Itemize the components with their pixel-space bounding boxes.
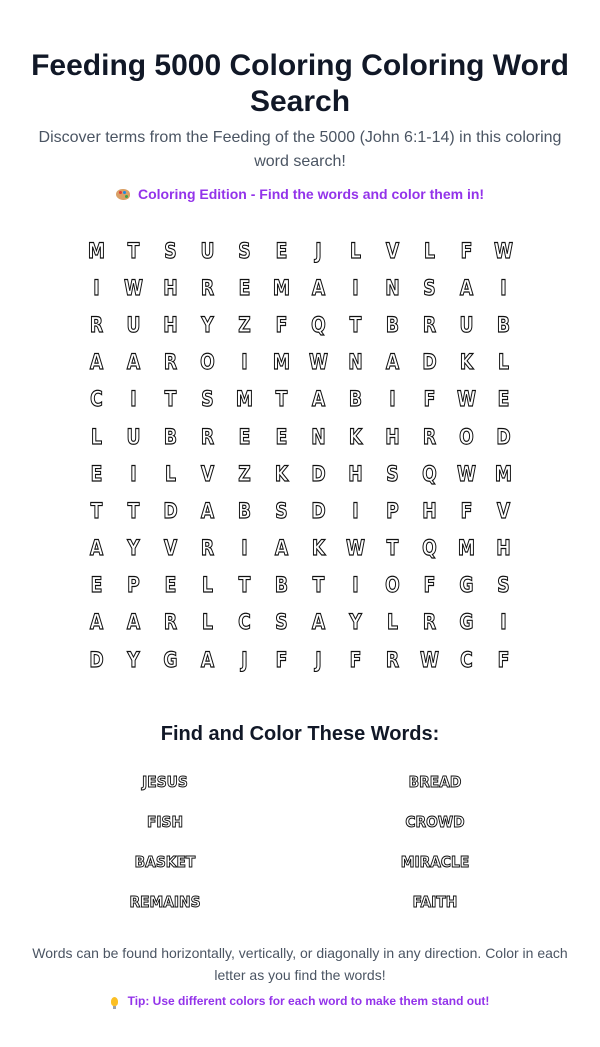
grid-cell[interactable]: M	[235, 387, 254, 412]
grid-cell[interactable]: E	[497, 387, 510, 412]
grid-cell[interactable]: D	[163, 498, 178, 523]
grid-cell[interactable]: M	[272, 275, 291, 300]
grid-cell[interactable]: Y	[127, 647, 140, 672]
grid-cell[interactable]: M	[272, 350, 291, 375]
grid-cell[interactable]: A	[89, 536, 104, 561]
grid-cell[interactable]: T	[127, 498, 140, 523]
word-list-item: REMAINS	[129, 893, 201, 912]
grid-cell[interactable]: E	[238, 424, 251, 449]
grid-cell[interactable]: Q	[311, 312, 326, 337]
grid-cell[interactable]: B	[237, 498, 252, 523]
grid-cell[interactable]: S	[275, 498, 288, 523]
grid-cell[interactable]: R	[163, 350, 178, 375]
grid-cell[interactable]: F	[460, 498, 473, 523]
grid-cell[interactable]: I	[241, 350, 248, 375]
word-list-item: BASKET	[134, 853, 196, 872]
grid-cell[interactable]: F	[423, 573, 436, 598]
grid-cell[interactable]: U	[200, 238, 215, 263]
grid-cell[interactable]: A	[200, 498, 215, 523]
edition-label: Coloring Edition - Find the words and color them in!	[137, 186, 485, 202]
grid-cell[interactable]: Y	[201, 312, 214, 337]
grid-cell[interactable]: N	[385, 275, 400, 300]
grid-cell[interactable]: B	[385, 312, 400, 337]
grid-cell[interactable]: J	[315, 238, 322, 263]
grid-cell[interactable]: I	[352, 573, 359, 598]
grid-cell[interactable]: O	[459, 424, 474, 449]
grid-cell[interactable]: G	[459, 610, 474, 635]
grid-cell[interactable]: C	[460, 647, 473, 672]
grid-cell[interactable]: W	[308, 350, 328, 375]
grid-cell[interactable]: E	[90, 461, 103, 486]
grid-cell[interactable]: L	[387, 610, 398, 635]
grid-cell[interactable]: M	[494, 461, 513, 486]
grid-cell[interactable]: S	[275, 610, 288, 635]
grid-cell[interactable]: R	[163, 610, 178, 635]
grid-cell[interactable]: B	[496, 312, 511, 337]
grid-cell[interactable]: L	[350, 238, 361, 263]
grid-cell[interactable]: I	[352, 498, 359, 523]
grid-cell[interactable]: R	[200, 536, 215, 561]
grid-cell[interactable]: S	[201, 387, 214, 412]
grid-cell[interactable]: F	[275, 312, 288, 337]
grid-cell[interactable]: W	[345, 536, 365, 561]
grid-cell[interactable]: I	[130, 461, 137, 486]
grid-cell[interactable]: V	[163, 536, 178, 561]
grid-cell[interactable]: I	[241, 536, 248, 561]
grid-cell[interactable]: R	[385, 647, 400, 672]
grid-cell[interactable]: P	[386, 498, 399, 523]
word-list-item: MIRACLE	[400, 853, 470, 872]
grid-cell[interactable]: R	[422, 610, 437, 635]
grid-cell[interactable]: W	[123, 275, 143, 300]
grid-cell[interactable]: H	[496, 536, 511, 561]
grid-cell[interactable]: S	[423, 275, 436, 300]
edition-banner	[0, 184, 600, 204]
grid-cell[interactable]: I	[352, 275, 359, 300]
word-list-item: FISH	[146, 813, 184, 832]
grid-cell[interactable]: E	[275, 424, 288, 449]
grid-cell[interactable]: R	[89, 312, 104, 337]
grid-cell[interactable]: R	[200, 275, 215, 300]
grid-cell[interactable]: T	[312, 573, 325, 598]
grid-cell[interactable]: S	[164, 238, 177, 263]
grid-cell[interactable]: D	[496, 424, 511, 449]
grid-cell[interactable]: U	[126, 312, 141, 337]
grid-cell[interactable]: P	[127, 573, 140, 598]
grid-cell[interactable]: A	[274, 536, 289, 561]
grid-cell[interactable]: D	[89, 647, 104, 672]
grid-cell[interactable]: E	[275, 238, 288, 263]
grid-cell[interactable]: T	[164, 387, 177, 412]
grid-cell[interactable]: M	[457, 536, 476, 561]
grid-cell[interactable]: R	[200, 424, 215, 449]
grid-cell[interactable]: F	[497, 647, 510, 672]
grid-cell[interactable]: A	[89, 610, 104, 635]
grid-cell[interactable]: A	[126, 610, 141, 635]
grid-cell[interactable]: Q	[422, 536, 437, 561]
grid-cell[interactable]: M	[87, 238, 106, 263]
grid-cell[interactable]: L	[498, 350, 509, 375]
grid-cell[interactable]: T	[127, 238, 140, 263]
grid-cell[interactable]: S	[386, 461, 399, 486]
grid-cell[interactable]: K	[459, 350, 474, 375]
page-title: Feeding 5000 Coloring Coloring Word Search	[31, 49, 569, 118]
grid-cell[interactable]: T	[275, 387, 288, 412]
grid-cell[interactable]: V	[385, 238, 400, 263]
grid-cell[interactable]: R	[422, 312, 437, 337]
grid-cell[interactable]: F	[423, 387, 436, 412]
page-subtitle: Discover terms from the Feeding of the 5000 (John 6:1-14) in this coloring word search!	[38, 129, 562, 170]
grid-cell[interactable]: L	[165, 461, 176, 486]
grid-cell[interactable]: B	[348, 387, 363, 412]
word-list-title: Find and Color These Words:	[160, 723, 440, 746]
grid-cell[interactable]: L	[202, 573, 213, 598]
word-list-item: CROWD	[405, 813, 465, 832]
grid-cell[interactable]: S	[497, 573, 510, 598]
puzzle-grid	[78, 232, 522, 678]
grid-cell[interactable]: V	[496, 498, 511, 523]
grid-cell[interactable]: E	[90, 573, 103, 598]
grid-cell[interactable]: D	[311, 498, 326, 523]
grid-cell[interactable]: F	[275, 647, 288, 672]
tip-text: Tip: Use different colors for each word to make them stand out!	[127, 994, 490, 1009]
tip-text-row	[0, 992, 600, 1010]
grid-cell[interactable]: J	[315, 647, 322, 672]
grid-cell[interactable]: H	[422, 498, 437, 523]
grid-cell[interactable]: A	[89, 350, 104, 375]
grid-cell[interactable]: A	[126, 350, 141, 375]
grid-cell[interactable]: H	[163, 275, 178, 300]
grid-cell[interactable]: N	[311, 424, 326, 449]
grid-cell[interactable]: L	[202, 610, 213, 635]
word-list-item: BREAD	[408, 773, 462, 792]
grid-cell[interactable]: D	[311, 461, 326, 486]
grid-cell[interactable]: O	[200, 350, 215, 375]
grid-cell[interactable]: W	[419, 647, 439, 672]
word-list-item: FAITH	[412, 893, 458, 912]
grid-cell[interactable]: E	[164, 573, 177, 598]
grid-cell[interactable]: K	[348, 424, 363, 449]
grid-cell[interactable]: G	[163, 647, 178, 672]
grid-cell[interactable]: T	[90, 498, 103, 523]
grid-cell[interactable]: A	[385, 350, 400, 375]
palette-icon	[116, 189, 130, 200]
grid-cell[interactable]: D	[422, 350, 437, 375]
grid-cell[interactable]: C	[238, 610, 251, 635]
grid-cell[interactable]: L	[91, 424, 102, 449]
grid-cell[interactable]: C	[90, 387, 103, 412]
grid-cell[interactable]: B	[274, 573, 289, 598]
instructions-text: Words can be found horizontally, vertically, or diagonally in any direction. Color in each letter as you find the words!	[32, 945, 568, 984]
grid-cell[interactable]: V	[200, 461, 215, 486]
grid-cell[interactable]: Z	[238, 312, 251, 337]
puzzle-grid-container	[0, 232, 600, 678]
word-list-item: JESUS	[142, 773, 188, 792]
grid-cell[interactable]: H	[348, 461, 363, 486]
grid-cell[interactable]: G	[459, 573, 474, 598]
grid-cell[interactable]: K	[274, 461, 289, 486]
grid-cell[interactable]: A	[311, 610, 326, 635]
grid-cell[interactable]: U	[459, 312, 474, 337]
grid-cell[interactable]: H	[385, 424, 400, 449]
word-list	[30, 762, 570, 922]
grid-cell[interactable]: N	[348, 350, 363, 375]
grid-cell[interactable]: A	[200, 647, 215, 672]
grid-cell[interactable]: J	[241, 647, 248, 672]
grid-cell[interactable]: I	[500, 275, 507, 300]
grid-cell[interactable]: E	[238, 275, 251, 300]
grid-cell[interactable]: A	[459, 275, 474, 300]
grid-cell[interactable]: Z	[238, 461, 251, 486]
grid-cell[interactable]: K	[311, 536, 326, 561]
grid-cell[interactable]: U	[126, 424, 141, 449]
grid-cell[interactable]: I	[93, 275, 100, 300]
grid-cell[interactable]: O	[385, 573, 400, 598]
grid-cell[interactable]: T	[386, 536, 399, 561]
grid-cell[interactable]: A	[311, 387, 326, 412]
grid-cell[interactable]: I	[389, 387, 396, 412]
grid-cell[interactable]: W	[456, 387, 476, 412]
grid-cell[interactable]: Y	[349, 610, 362, 635]
grid-cell[interactable]: H	[163, 312, 178, 337]
grid-cell[interactable]: S	[238, 238, 251, 263]
grid-cell[interactable]: T	[238, 573, 251, 598]
grid-cell[interactable]: A	[311, 275, 326, 300]
grid-cell[interactable]: T	[349, 312, 362, 337]
grid-cell[interactable]: R	[422, 424, 437, 449]
grid-cell[interactable]: Q	[422, 461, 437, 486]
grid-cell[interactable]: Y	[127, 536, 140, 561]
grid-cell[interactable]: W	[493, 238, 513, 263]
grid-cell[interactable]: I	[130, 387, 137, 412]
grid-cell[interactable]: I	[500, 610, 507, 635]
grid-cell[interactable]: B	[163, 424, 178, 449]
grid-cell[interactable]: F	[460, 238, 473, 263]
lightbulb-icon	[111, 997, 118, 1006]
grid-cell[interactable]: L	[424, 238, 435, 263]
grid-cell[interactable]: W	[456, 461, 476, 486]
grid-cell[interactable]: F	[349, 647, 362, 672]
